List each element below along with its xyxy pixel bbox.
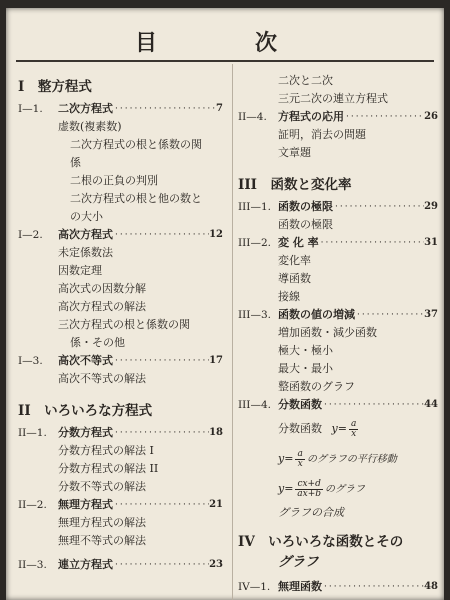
- toc-item: 接線: [278, 290, 300, 303]
- section-number: IV—1.: [238, 581, 271, 593]
- toc-section[interactable]: [238, 108, 438, 126]
- toc-item: [238, 444, 438, 474]
- page-number: 23: [209, 559, 223, 570]
- toc-item: 変化率: [278, 254, 311, 267]
- toc-item: 係: [70, 156, 81, 169]
- toc-section[interactable]: [18, 100, 223, 118]
- section-number: I—2.: [18, 229, 43, 241]
- dot-leader: [113, 556, 209, 574]
- title-rule: [16, 60, 434, 62]
- section-number: II—2.: [18, 499, 47, 511]
- dot-leader: [333, 198, 424, 216]
- toc-item: [238, 474, 438, 504]
- toc-item: 二根の正負の判別: [70, 174, 158, 187]
- toc-item: 増加函数・減少函数: [278, 326, 377, 339]
- toc-section[interactable]: [238, 198, 438, 216]
- fraction: [295, 450, 304, 469]
- dot-leader: [113, 226, 209, 244]
- dot-leader: [113, 424, 209, 442]
- toc-item: 最大・最小: [278, 362, 333, 375]
- fraction-numerator: a: [350, 418, 357, 429]
- toc-item-text: 分数函数: [278, 422, 322, 435]
- formula-lhs: y=: [278, 452, 294, 465]
- fraction: [295, 480, 322, 499]
- toc-section[interactable]: [238, 396, 438, 414]
- toc-item: 文章題: [278, 146, 311, 159]
- section-title: 連立方程式: [58, 558, 113, 571]
- page-number: 17: [209, 355, 223, 366]
- fraction-denominator: x: [351, 428, 357, 439]
- toc-item: 極大・極小: [278, 344, 333, 357]
- toc-item-text: のグラフ: [324, 484, 365, 495]
- toc-item: 分数方程式の解法 II: [58, 462, 159, 475]
- section-number: III—4.: [238, 399, 271, 411]
- page-number: 12: [209, 229, 223, 240]
- section-number: III—1.: [238, 201, 271, 213]
- dot-leader: [344, 108, 424, 126]
- toc-section[interactable]: [18, 496, 223, 514]
- section-title: 分数函数: [278, 398, 322, 411]
- toc-item: 証明，消去の問題: [278, 128, 366, 141]
- page-number: 7: [216, 103, 223, 114]
- dot-leader: [113, 496, 209, 514]
- toc-section[interactable]: [18, 352, 223, 370]
- toc-item: 係・その他: [70, 336, 125, 349]
- toc-item: 二次方程式の根と他の数と: [70, 192, 202, 205]
- section-title: 無理方程式: [58, 498, 113, 511]
- section-number: II—4.: [238, 111, 267, 123]
- fraction-denominator: x: [297, 458, 303, 469]
- formula-lhs: y=: [278, 482, 294, 495]
- toc-item: 二次と二次: [278, 74, 333, 87]
- section-number: III—2.: [238, 237, 271, 249]
- page-number: 31: [424, 237, 438, 248]
- formula-lhs: y=: [331, 422, 347, 435]
- toc-item: 因数定理: [58, 264, 102, 277]
- toc-item: 高次式の因数分解: [58, 282, 146, 295]
- toc-section[interactable]: [18, 226, 223, 244]
- dot-leader: [113, 100, 216, 118]
- toc-item: 高次方程式の解法: [58, 300, 146, 313]
- toc-section[interactable]: [238, 306, 438, 324]
- section-title: 二次方程式: [58, 102, 113, 115]
- toc-section[interactable]: [18, 556, 223, 574]
- toc-item: 函数の極限: [278, 218, 333, 231]
- section-number: I—3.: [18, 355, 43, 367]
- page-number: 21: [209, 499, 223, 510]
- chapter-heading: I 整方程式: [18, 79, 92, 95]
- section-number: III—3.: [238, 309, 271, 321]
- toc-section[interactable]: [238, 578, 438, 596]
- section-title: 無理函数: [278, 580, 322, 593]
- book-page: [6, 8, 444, 600]
- chapter-heading: III 函数と変化率: [238, 177, 352, 193]
- toc-item: 整函数のグラフ: [278, 380, 355, 393]
- section-title: 変 化 率: [278, 236, 319, 249]
- toc-item-text: のグラフの平行移動: [306, 454, 397, 465]
- dot-leader: [355, 306, 424, 324]
- fraction-numerator: cx+d: [297, 478, 321, 489]
- section-title: 高次方程式: [58, 228, 113, 241]
- right-column: [238, 70, 438, 596]
- fraction-denominator: ax+b: [297, 488, 322, 499]
- toc-section[interactable]: [238, 234, 438, 252]
- toc-item: 導函数: [278, 272, 311, 285]
- toc-item: [238, 414, 438, 444]
- page-number: 18: [209, 427, 223, 438]
- toc-item: 無理不等式の解法: [58, 534, 146, 547]
- chapter-heading-cont: グラフ: [278, 554, 319, 570]
- chapter-heading: IV いろいろな函数とその: [238, 534, 404, 550]
- toc-item: 高次不等式の解法: [58, 372, 146, 385]
- dot-leader: [322, 578, 424, 596]
- section-title: 高次不等式: [58, 354, 113, 367]
- fraction-numerator: a: [297, 448, 303, 459]
- page-number: 29: [424, 201, 438, 212]
- section-title: 方程式の応用: [278, 110, 344, 123]
- page-number: 26: [424, 111, 438, 122]
- fraction: [349, 420, 358, 439]
- dot-leader: [113, 352, 209, 370]
- page-number: 44: [424, 399, 438, 410]
- dot-leader: [322, 396, 424, 414]
- toc-item: 三次方程式の根と係数の関: [58, 318, 190, 331]
- section-title: 函数の値の増減: [278, 308, 355, 321]
- toc-item: 無理方程式の解法: [58, 516, 146, 529]
- section-title: 分数方程式: [58, 426, 113, 439]
- toc-item: 虚数(複素数): [58, 120, 122, 133]
- toc-section[interactable]: [18, 424, 223, 442]
- section-number: II—3.: [18, 559, 47, 571]
- dot-leader: [319, 234, 424, 252]
- column-divider: [232, 64, 233, 600]
- section-title: 函数の極限: [278, 200, 333, 213]
- chapter-heading: II いろいろな方程式: [18, 403, 153, 419]
- toc-item: 二次方程式の根と係数の関: [70, 138, 202, 151]
- toc-item: 分数不等式の解法: [58, 480, 146, 493]
- page-number: 37: [424, 309, 438, 320]
- toc-item: 未定係数法: [58, 246, 113, 259]
- page-number: 48: [424, 581, 438, 592]
- page-title: 目 次: [134, 30, 315, 56]
- left-column: [18, 70, 223, 574]
- section-number: I—1.: [18, 103, 43, 115]
- toc-item: 三元二次の連立方程式: [278, 92, 388, 105]
- section-number: II—1.: [18, 427, 47, 439]
- toc-item: 分数方程式の解法 I: [58, 444, 154, 457]
- toc-item: グラフの合成: [278, 506, 344, 519]
- toc-item: の大小: [70, 210, 103, 223]
